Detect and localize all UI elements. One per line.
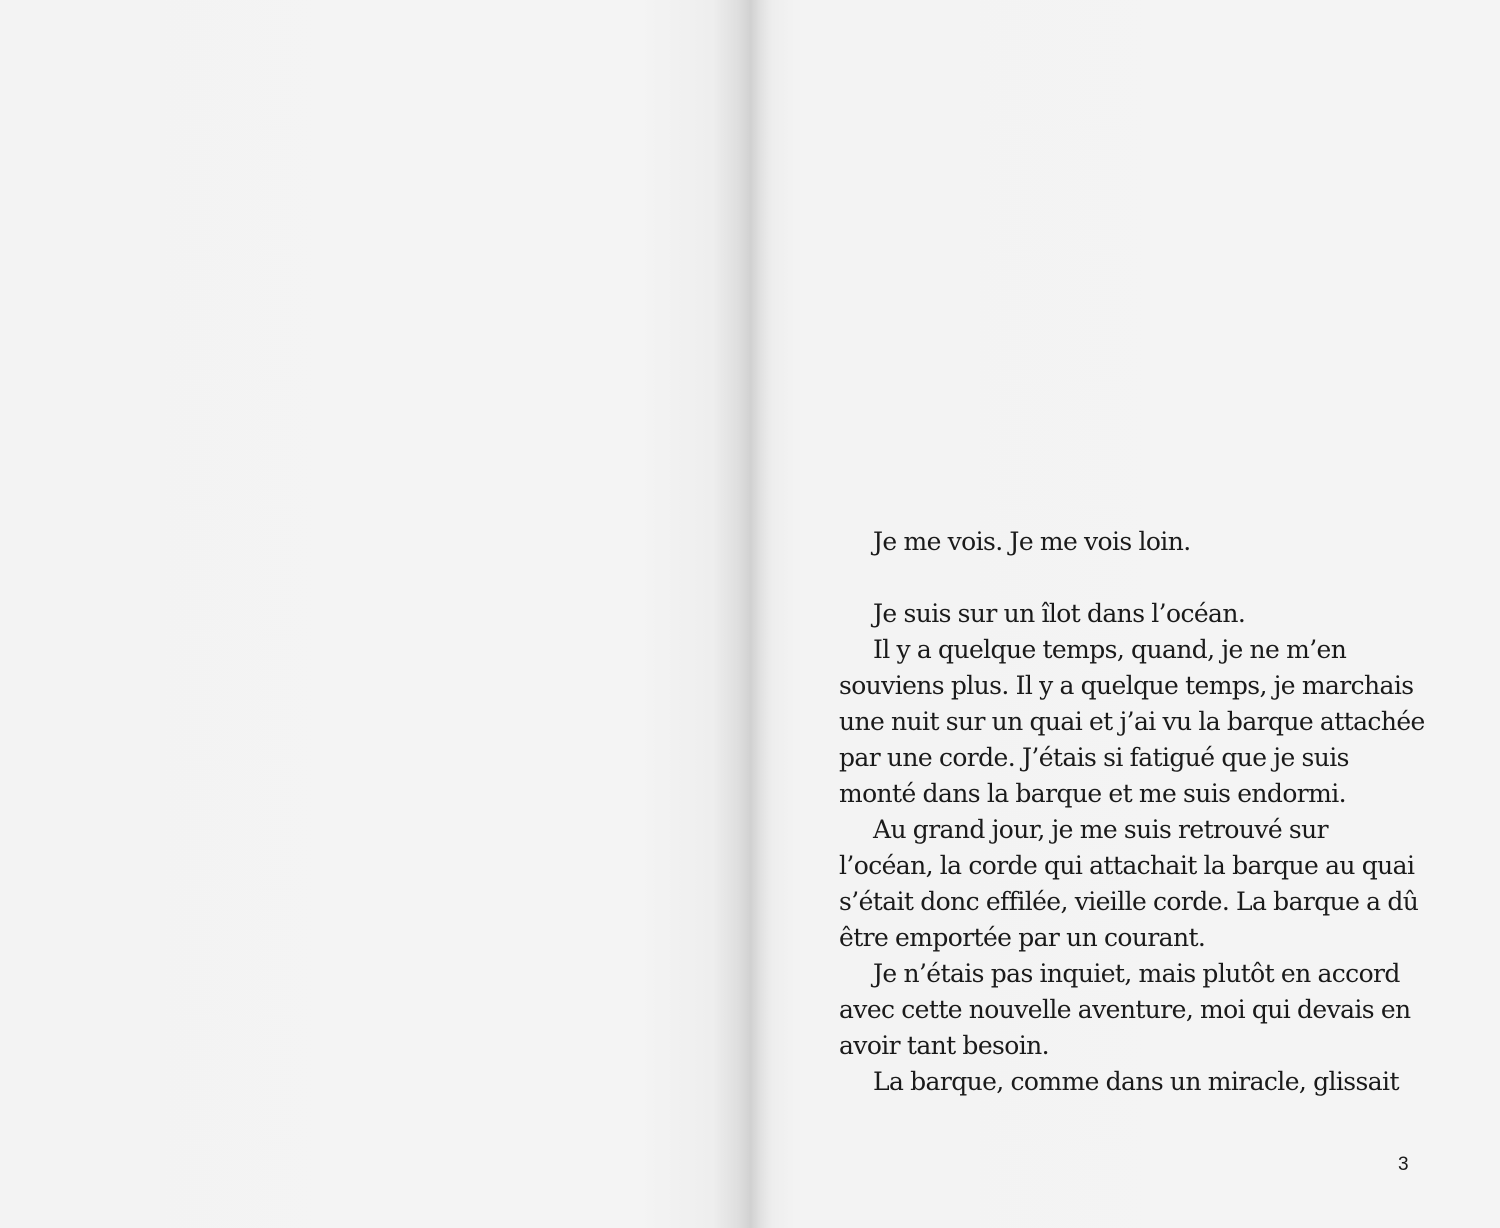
text-line: Je n’étais pas inquiet, mais plutôt en accord (873, 959, 1400, 988)
text-line: Je me vois. Je me vois loin. (873, 527, 1191, 556)
blank-line (839, 560, 1419, 596)
text-line: Au grand jour, je me suis retrouvé sur (873, 815, 1328, 844)
text-line: par une corde. J’étais si fatigué que je suis (839, 743, 1349, 772)
text-line: avec cette nouvelle aventure, moi qui devais en (839, 995, 1411, 1024)
text-line: une nuit sur un quai et j’ai vu la barque attachée (839, 707, 1425, 736)
text-line: Je suis sur un îlot dans l’océan. (873, 599, 1246, 628)
page-number: 3 (1398, 1154, 1409, 1175)
text-line: s’était donc effilée, vieille corde. La barque a dû (839, 887, 1419, 916)
text-line: souviens plus. Il y a quelque temps, je marchais (839, 671, 1414, 700)
text-line: l’océan, la corde qui attachait la barque au quai (839, 851, 1415, 880)
text-line: La barque, comme dans un miracle, glissait (873, 1067, 1399, 1096)
body-text (839, 524, 1425, 1100)
text-line: avoir tant besoin. (839, 1031, 1049, 1060)
text-line: être emportée par un courant. (839, 923, 1206, 952)
text-line: Il y a quelque temps, quand, je ne m’en (873, 635, 1347, 664)
text-line: monté dans la barque et me suis endormi. (839, 779, 1346, 808)
right-page (750, 0, 1500, 1228)
